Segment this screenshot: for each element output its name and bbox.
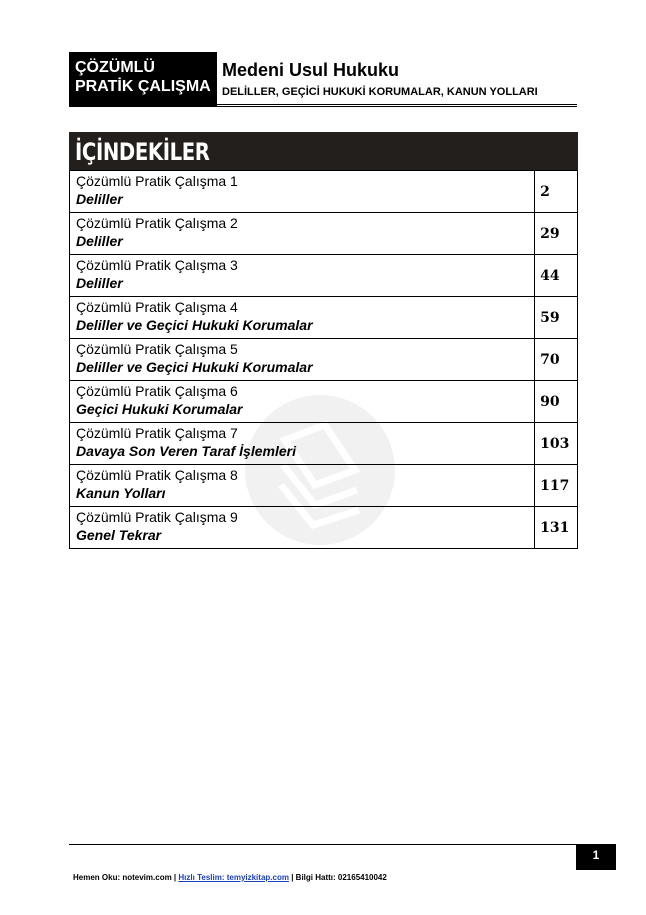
toc-entry-title: Çözümlü Pratik Çalışma 9 <box>76 509 238 525</box>
toc-page-number: 70 <box>535 339 578 381</box>
series-badge-line2: PRATİK ÇALIŞMA <box>75 78 211 95</box>
toc-row[interactable] <box>70 297 578 339</box>
toc-entry <box>70 423 535 465</box>
toc-entry <box>70 339 535 381</box>
toc-entry-subject: Deliller ve Geçici Hukuki Korumalar <box>76 317 313 333</box>
header-rule <box>217 104 577 105</box>
book-subtitle: DELİLLER, GEÇİCİ HUKUKİ KORUMALAR, KANUN YOLLARI <box>222 86 538 98</box>
footer-rule <box>69 844 576 845</box>
toc-entry-title: Çözümlü Pratik Çalışma 4 <box>76 299 238 315</box>
toc-entry-subject: Deliller <box>76 233 123 249</box>
toc-page-number: 29 <box>535 213 578 255</box>
series-badge-line1: ÇÖZÜMLÜ <box>75 59 155 76</box>
book-title: Medeni Usul Hukuku <box>222 60 400 80</box>
delivery-link[interactable]: Hızlı Teslim: temyizkitap.com <box>178 873 289 882</box>
toc-entry-title: Çözümlü Pratik Çalışma 7 <box>76 425 238 441</box>
page-number: 1 <box>576 844 616 870</box>
table-of-contents <box>69 132 578 549</box>
toc-entry-subject: Deliller <box>76 191 123 207</box>
hotline-label: Bilgi Hattı: 02165410042 <box>295 873 387 882</box>
toc-entry-subject: Geçici Hukuki Korumalar <box>76 401 243 417</box>
footer-info <box>73 873 387 882</box>
toc-row[interactable] <box>70 171 578 213</box>
toc-page-number: 117 <box>535 465 578 507</box>
toc-heading: İÇİNDEKİLER <box>69 132 578 170</box>
series-badge <box>69 52 217 107</box>
toc-page-number: 90 <box>535 381 578 423</box>
toc-entry <box>70 297 535 339</box>
read-label: Hemen Oku: notevim.com <box>73 873 172 882</box>
toc-entry-subject: Kanun Yolları <box>76 485 166 501</box>
toc-entry-title: Çözümlü Pratik Çalışma 6 <box>76 383 238 399</box>
toc-entry <box>70 381 535 423</box>
toc-page-number: 131 <box>535 507 578 549</box>
toc-entry <box>70 171 535 213</box>
toc-entry-title: Çözümlü Pratik Çalışma 8 <box>76 467 238 483</box>
header-rule-2 <box>217 106 577 107</box>
toc-entry <box>70 465 535 507</box>
toc-entry-subject: Deliller <box>76 275 123 291</box>
toc-row[interactable] <box>70 381 578 423</box>
toc-page-number: 59 <box>535 297 578 339</box>
toc-row[interactable] <box>70 465 578 507</box>
toc-page-number: 44 <box>535 255 578 297</box>
toc-entry <box>70 507 535 549</box>
toc-entry-title: Çözümlü Pratik Çalışma 2 <box>76 215 238 231</box>
toc-entry <box>70 213 535 255</box>
toc-page-number: 103 <box>535 423 578 465</box>
toc-entry-subject: Genel Tekrar <box>76 527 162 543</box>
toc-table <box>69 170 578 549</box>
toc-entry-subject: Deliller ve Geçici Hukuki Korumalar <box>76 359 313 375</box>
footer-separator: | <box>291 873 294 882</box>
toc-row[interactable] <box>70 339 578 381</box>
toc-entry-title: Çözümlü Pratik Çalışma 1 <box>76 173 238 189</box>
toc-row[interactable] <box>70 255 578 297</box>
toc-entry-subject: Davaya Son Veren Taraf İşlemleri <box>76 443 296 459</box>
toc-entry-title: Çözümlü Pratik Çalışma 3 <box>76 257 238 273</box>
toc-row[interactable] <box>70 507 578 549</box>
toc-entry-title: Çözümlü Pratik Çalışma 5 <box>76 341 238 357</box>
toc-row[interactable] <box>70 423 578 465</box>
toc-row[interactable] <box>70 213 578 255</box>
footer-separator: | <box>173 873 177 882</box>
toc-page-number: 2 <box>535 171 578 213</box>
toc-entry <box>70 255 535 297</box>
